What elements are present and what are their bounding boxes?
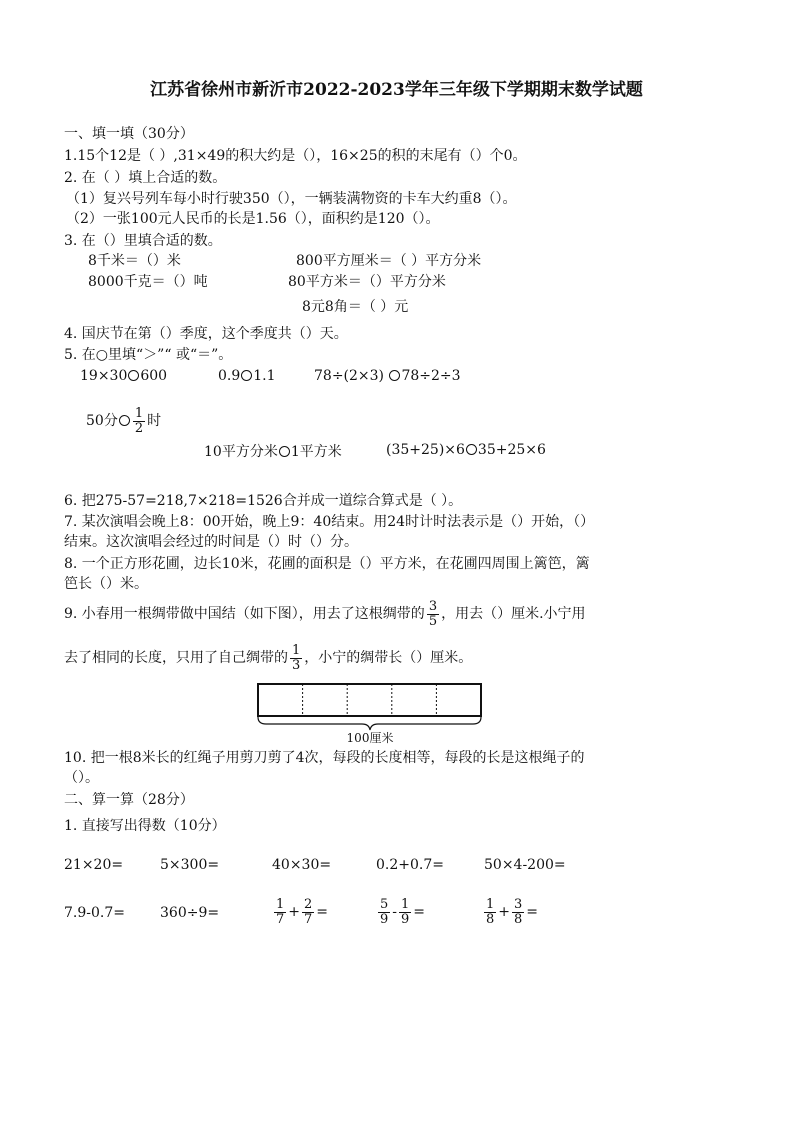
section1-heading: 一、填一填（30分） — [64, 126, 194, 142]
calc-item: 360÷9= — [160, 905, 220, 921]
question-3-item-1: 8千米＝（）米 — [88, 253, 181, 269]
question-3-item-5: 8元8角＝（ ）元 — [302, 299, 409, 315]
compare-expression-2 — [218, 367, 276, 385]
answer-circle[interactable] — [128, 370, 139, 381]
compare-left: 10平方分米 — [204, 444, 278, 460]
calc-item: 0.2+0.7= — [376, 857, 444, 873]
compare-expression-4 — [86, 403, 161, 439]
ribbon-brace — [258, 717, 481, 730]
calc-item: 21×20= — [64, 857, 124, 873]
fraction-one-half: $\frac{1}{2}$ — [134, 405, 144, 436]
compare-expression-5 — [204, 443, 342, 461]
answer-circle[interactable] — [279, 446, 290, 457]
question-7-line-2: 结束。这次演唱会经过的时间是（）时（）分。 — [64, 534, 358, 550]
section2-subheading: 1. 直接写出得数（10分） — [64, 818, 226, 834]
fraction-one-third: $\frac{1}{3}$ — [292, 642, 301, 673]
question-1: 1.15个12是（ ）,31×49的积大约是（），16×25的积的末尾有（）个0。 — [64, 148, 527, 164]
compare-left: 78÷(2×3) — [314, 368, 385, 384]
question-8-line-1: 8. 一个正方形花圃，边长10米，花圃的面积是（）平方米，在花圃四周围上篱笆，篱 — [64, 556, 590, 572]
calc-fraction-item: $\frac{1}{7}$ + $\frac{2}{7}$ = — [276, 896, 329, 927]
question-10-line-2: （）。 — [64, 770, 99, 786]
answer-circle[interactable] — [119, 415, 130, 426]
question-2-part-1: （1）复兴号列车每小时行驶350（），一辆装满物资的卡车大约重8（）。 — [66, 191, 517, 207]
question-3-item-2: 800平方厘米＝（ ）平方分米 — [296, 253, 482, 269]
compare-right: 时 — [147, 413, 162, 429]
question-5-stem: 5. 在○里填“＞”“ 或“＝”。 — [64, 347, 233, 363]
question-3-item-3: 8000千克＝（）吨 — [88, 274, 208, 290]
compare-right: 1.1 — [253, 368, 276, 384]
compare-left: 0.9 — [218, 368, 241, 384]
calc-fraction-item: $\frac{1}{8}$ + $\frac{3}{8}$ = — [486, 896, 539, 927]
question-4: 4. 国庆节在第（）季度，这个季度共（）天。 — [64, 326, 348, 342]
fraction-three-fifths: $\frac{3}{5}$ — [428, 598, 438, 629]
compare-expression-6 — [386, 441, 546, 459]
calc-item: 40×30= — [272, 857, 332, 873]
question-6: 6. 把275-57=218,7×218=1526合并成一道综合算式是（ ）。 — [64, 493, 463, 509]
calc-item: 50×4-200= — [484, 857, 566, 873]
calc-item: 7.9-0.7= — [64, 905, 125, 921]
compare-right: 35+25×6 — [477, 442, 546, 458]
compare-right: 78÷2÷3 — [401, 368, 461, 384]
question-3-item-4: 80平方米＝（）平方分米 — [288, 274, 446, 290]
compare-right: 600 — [140, 368, 168, 384]
compare-expression-1 — [80, 367, 167, 385]
question-9-line-2: 去了相同的长度，只用了自己绸带的 $\frac{1}{3}$ ，小宁的绸带长（）厘米。 — [64, 642, 473, 673]
calc-item: 5×300= — [160, 857, 220, 873]
question-3-stem: 3. 在（）里填合适的数。 — [64, 233, 222, 249]
answer-circle[interactable] — [241, 370, 252, 381]
question-9-line-1: 9. 小春用一根绸带做中国结（如下图），用去了这根绸带的 $\frac{3}{5}$ ，用去（）厘米.小宁用 — [64, 598, 586, 629]
compare-left: 50分 — [86, 413, 118, 429]
ribbon-figure — [250, 680, 490, 746]
answer-circle[interactable] — [389, 370, 400, 381]
ribbon-outline — [258, 684, 481, 716]
compare-expression-3 — [314, 367, 461, 385]
page-title: 江苏省徐州市新沂市2022-2023学年三年级下学期期末数学试题 — [150, 80, 643, 100]
section2-heading: 二、算一算（28分） — [64, 792, 194, 808]
calc-fraction-item: $\frac{5}{9}$ - $\frac{1}{9}$ = — [380, 896, 426, 927]
question-10-line-1: 10. 把一根8米长的红绳子用剪刀剪了4次，每段的长度相等，每段的长是这根绳子的 — [64, 750, 585, 766]
answer-circle[interactable] — [466, 444, 477, 455]
question-2-part-2: （2）一张100元人民币的长是1.56（），面积约是120（）。 — [66, 211, 440, 227]
compare-right: 1平方米 — [290, 444, 342, 460]
compare-left: 19×30 — [80, 368, 128, 384]
compare-left: (35+25)×6 — [386, 442, 465, 458]
question-2-stem: 2. 在（ ）填上合适的数。 — [64, 170, 227, 186]
question-8-line-2: 笆长（）米。 — [64, 576, 148, 592]
question-7-line-1: 7. 某次演唱会晚上8：00开始，晚上9：40结束。用24时计时法表示是（）开始，（） — [64, 514, 595, 530]
ribbon-length-label: 100厘米 — [346, 731, 394, 745]
